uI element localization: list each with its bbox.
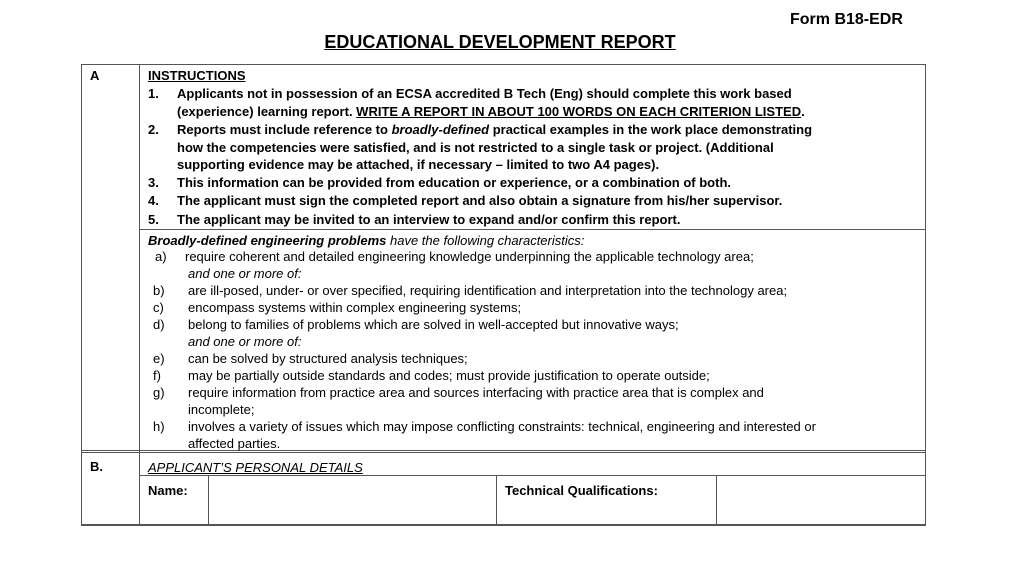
instruction-item: 2. Reports must include reference to broadly-defined practical examples in the work place demonstrating: [148, 122, 813, 137]
personal-details-heading: APPLICANT’S PERSONAL DETAILS: [148, 460, 363, 475]
row-divider: [139, 229, 926, 230]
and-one-or-more: and one or more of:: [188, 334, 302, 349]
characteristic-item: d) belong to families of problems which are solved in well-accepted but innovative ways;: [153, 317, 679, 332]
technical-qualifications-label: Technical Qualifications:: [505, 483, 658, 498]
characteristic-item: a) require coherent and detailed engineering knowledge underpinning the applicable technology area;: [155, 249, 754, 264]
instruction-item: 1. Applicants not in possession of an ECSA accredited B Tech (Eng) should complete this work based: [148, 86, 792, 101]
characteristic-item-cont: affected parties.: [188, 436, 281, 451]
section-a-letter: A: [90, 68, 100, 83]
technical-qualifications-field[interactable]: [720, 480, 920, 522]
page-title: EDUCATIONAL DEVELOPMENT REPORT: [324, 32, 676, 52]
column-divider: [716, 476, 717, 526]
characteristic-item: c) encompass systems within complex engineering systems;: [153, 300, 522, 315]
instruction-item: 5. The applicant may be invited to an interview to expand and/or confirm this report.: [148, 212, 681, 227]
instruction-item-cont: how the competencies were satisfied, and is not restricted to a single task or project. (Additional: [177, 140, 774, 155]
and-one-or-more: and one or more of:: [188, 266, 302, 281]
problems-heading: Broadly-defined engineering problems have the following characteristics:: [148, 233, 585, 248]
section-b-letter: B.: [90, 459, 103, 474]
name-field[interactable]: [212, 480, 492, 522]
characteristic-item: e) can be solved by structured analysis techniques;: [153, 351, 468, 366]
characteristic-item-cont: incomplete;: [188, 402, 255, 417]
instruction-item: 3. This information can be provided from education or experience, or a combination of both.: [148, 175, 732, 190]
name-label: Name:: [148, 483, 188, 498]
form-code: Form B18-EDR: [790, 11, 903, 28]
instruction-item-cont: supporting evidence may be attached, if necessary – limited to two A4 pages).: [177, 157, 660, 172]
instruction-item: 4. The applicant must sign the completed report and also obtain a signature from his/her supervisor.: [148, 193, 783, 208]
characteristic-item: b) are ill-posed, under- or over specified, requiring identification and interpretation into the technology area;: [153, 283, 788, 298]
column-divider: [208, 476, 209, 526]
characteristic-item: f) may be partially outside standards and codes; must provide justification to operate outside;: [153, 368, 710, 383]
instruction-item-cont: (experience) learning report. WRITE A REPORT IN ABOUT 100 WORDS ON EACH CRITERION LISTED.: [177, 104, 805, 119]
characteristic-item: g) require information from practice area and sources interfacing with practice area that is complex and: [153, 385, 764, 400]
column-divider: [496, 476, 497, 526]
instructions-heading: INSTRUCTIONS: [148, 68, 246, 83]
characteristic-item: h) involves a variety of issues which may impose conflicting constraints: technical, engineering and interested or: [153, 419, 816, 434]
column-divider: [139, 64, 140, 526]
bottom-rule: [81, 524, 926, 525]
